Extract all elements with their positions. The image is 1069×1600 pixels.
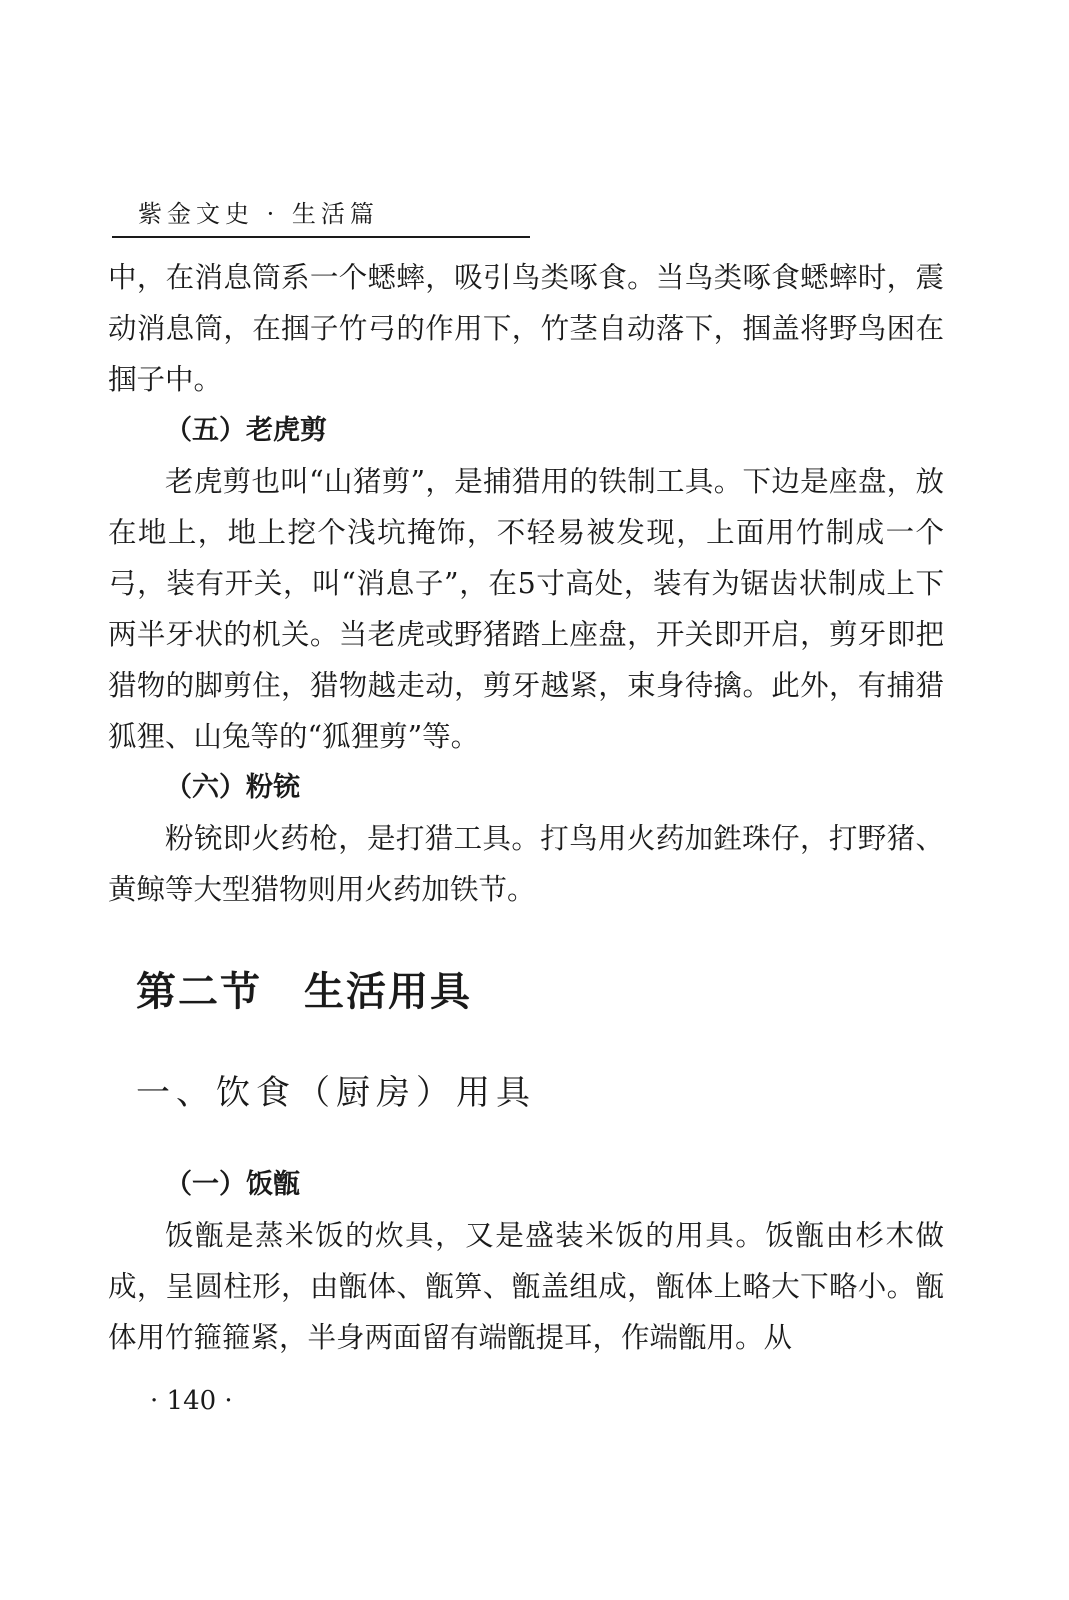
running-header [112, 186, 530, 238]
subheading-tiger-trap: （五）老虎剪 [165, 415, 327, 446]
subheading-rice-steamer: （一）饭甑 [165, 1169, 300, 1200]
subheading-musket: （六）粉铳 [165, 772, 300, 803]
paragraph-continued: 中，在消息筒系一个蟋蟀，吸引鸟类啄食。当鸟类啄食蟋蟀时，震动消息筒，在掴子竹弓的作用下，竹茎自动落下，掴盖将野鸟困在掴子中。 [108, 261, 944, 396]
subsection-title: 一、饮食（厨房）用具 [136, 1073, 536, 1113]
paragraph-musket: 粉铳即火药枪，是打猎工具。打鸟用火药加鉎珠仔，打野猪、黄鲸等大型猎物则用火药加铁节。 [108, 822, 944, 906]
paragraph-rice-steamer: 饭甑是蒸米饭的炊具，又是盛装米饭的用具。饭甑由杉木做成，呈圆柱形，由甑体、甑箅、甑盖组成，甑体上略大下略小。甑体用竹箍箍紧，半身两面留有端甑提耳，作端甑用。从 [108, 1219, 944, 1354]
paragraph-tiger-trap: 老虎剪也叫“山猪剪”，是捕猎用的铁制工具。下边是座盘，放在地上，地上挖个浅坑掩饰，不轻易被发现，上面用竹制成一个弓，装有开关，叫“消息子”，在5寸高处，装有为锯齿状制成上下两半牙状的机关。当老虎或野猪踏上座盘，开关即开启，剪牙即把猎物的脚剪住，猎物越走动，剪牙越紧，束身待擒。此外，有捕猎狐狸、山兔等的“狐狸剪”等。 [108, 465, 944, 753]
page-number: · 140 · [150, 1386, 233, 1416]
section-title: 第二节 生活用具 [136, 968, 472, 1015]
running-title: 紫金文史 · 生活篇 [138, 200, 379, 228]
page-body [108, 252, 944, 1363]
